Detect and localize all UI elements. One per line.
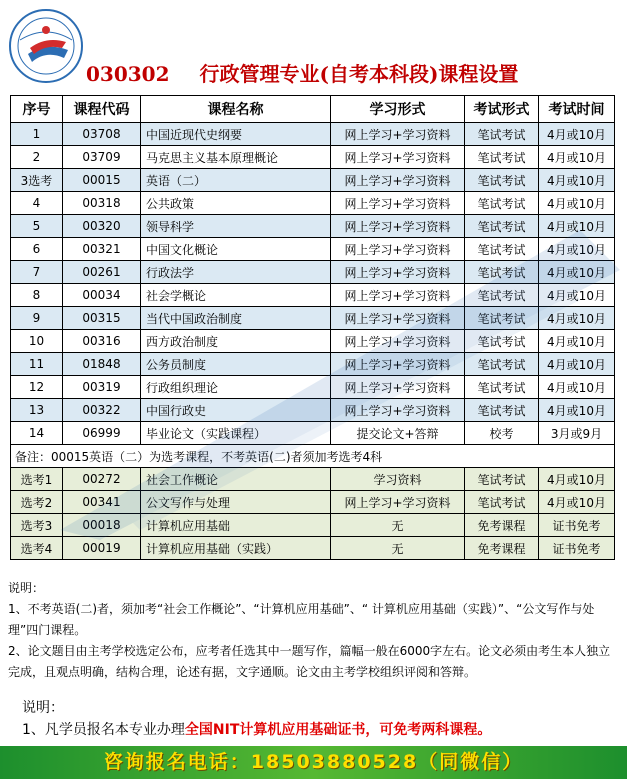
- contact-banner: 咨询报名电话：18503880528（同微信）: [0, 746, 627, 779]
- cell-name: 计算机应用基础（实践）: [141, 537, 331, 560]
- cell-study: 网上学习+学习资料: [331, 330, 465, 353]
- cell-time: 4月或10月: [539, 238, 615, 261]
- cell-name: 中国行政史: [141, 399, 331, 422]
- cell-name: 中国近现代史纲要: [141, 123, 331, 146]
- cell-no: 选考4: [11, 537, 63, 560]
- logo-emblem: [6, 6, 86, 86]
- table-row: [11, 284, 615, 307]
- cell-time: 4月或10月: [539, 215, 615, 238]
- cell-code: 00315: [63, 307, 141, 330]
- cell-time: 3月或9月: [539, 422, 615, 445]
- cell-no: 7: [11, 261, 63, 284]
- elective-row: [11, 491, 615, 514]
- cell-study: 网上学习+学习资料: [331, 399, 465, 422]
- cell-name: 毕业论文（实践课程）: [141, 422, 331, 445]
- cell-code: 00319: [63, 376, 141, 399]
- cell-time: 4月或10月: [539, 146, 615, 169]
- cell-no: 9: [11, 307, 63, 330]
- explanation2-item-1: [22, 719, 622, 741]
- cell-code: 00320: [63, 215, 141, 238]
- course-table: [10, 95, 615, 560]
- explanation-secondary: [22, 697, 622, 741]
- table-row: [11, 307, 615, 330]
- cell-name: 社会学概论: [141, 284, 331, 307]
- cell-exam: 笔试考试: [465, 123, 539, 146]
- explanation: [8, 578, 620, 683]
- cell-no: 3选考: [11, 169, 63, 192]
- cell-code: 06999: [63, 422, 141, 445]
- cell-no: 11: [11, 353, 63, 376]
- explanation2-heading: 说明：: [22, 700, 64, 716]
- cell-name: 行政组织理论: [141, 376, 331, 399]
- cell-study: 提交论文+答辩: [331, 422, 465, 445]
- cell-no: 10: [11, 330, 63, 353]
- cell-exam: 笔试考试: [465, 491, 539, 514]
- table-row: [11, 192, 615, 215]
- cell-name: 计算机应用基础: [141, 514, 331, 537]
- cell-no: 选考2: [11, 491, 63, 514]
- cell-study: 网上学习+学习资料: [331, 353, 465, 376]
- cell-time: 4月或10月: [539, 284, 615, 307]
- cell-exam: 笔试考试: [465, 146, 539, 169]
- cell-study: 网上学习+学习资料: [331, 376, 465, 399]
- col-header-name: 课程名称: [141, 96, 331, 123]
- cell-name: 公文写作与处理: [141, 491, 331, 514]
- cell-code: 00261: [63, 261, 141, 284]
- cell-code: 00318: [63, 192, 141, 215]
- cell-name: 领导科学: [141, 215, 331, 238]
- cell-code: 01848: [63, 353, 141, 376]
- cell-study: 学习资料: [331, 468, 465, 491]
- col-header-time: 考试时间: [539, 96, 615, 123]
- cell-time: 证书免考: [539, 514, 615, 537]
- cell-study: 网上学习+学习资料: [331, 491, 465, 514]
- elective-row: [11, 468, 615, 491]
- cell-exam: 笔试考试: [465, 215, 539, 238]
- table-row: [11, 353, 615, 376]
- col-header-no: 序号: [11, 96, 63, 123]
- major-code: 030302: [86, 62, 170, 86]
- cell-time: 4月或10月: [539, 376, 615, 399]
- cell-study: 网上学习+学习资料: [331, 215, 465, 238]
- cell-exam: 笔试考试: [465, 169, 539, 192]
- table-header-row: [11, 96, 615, 123]
- cell-study: 无: [331, 537, 465, 560]
- cell-time: 4月或10月: [539, 468, 615, 491]
- cell-no: 选考3: [11, 514, 63, 537]
- cell-exam: 笔试考试: [465, 330, 539, 353]
- cell-exam: 笔试考试: [465, 376, 539, 399]
- cell-time: 证书免考: [539, 537, 615, 560]
- cell-time: 4月或10月: [539, 192, 615, 215]
- cell-code: 00341: [63, 491, 141, 514]
- cell-name: 公务员制度: [141, 353, 331, 376]
- cell-name: 社会工作概论: [141, 468, 331, 491]
- cell-time: 4月或10月: [539, 261, 615, 284]
- cell-time: 4月或10月: [539, 491, 615, 514]
- cell-name: 马克思主义基本原理概论: [141, 146, 331, 169]
- explanation2-prefix: 1、凡学员报名本专业办理: [22, 722, 185, 738]
- table-row: [11, 215, 615, 238]
- cell-no: 6: [11, 238, 63, 261]
- cell-exam: 笔试考试: [465, 307, 539, 330]
- cell-time: 4月或10月: [539, 169, 615, 192]
- cell-code: 00316: [63, 330, 141, 353]
- cell-no: 13: [11, 399, 63, 422]
- table-row: [11, 399, 615, 422]
- cell-time: 4月或10月: [539, 353, 615, 376]
- cell-exam: 笔试考试: [465, 284, 539, 307]
- title-text: 行政管理专业(自考本科段)课程设置: [199, 62, 519, 86]
- cell-name: 行政法学: [141, 261, 331, 284]
- cell-name: 中国文化概论: [141, 238, 331, 261]
- explanation-item-2: 2、论文题目由主考学校选定公布，应考者任选其中一题写作，篇幅一般在6000字左右。论文必须由考生本人独立完成，且观点明确，结构合理，论述有据，文字通顺。论文由主考学校组织评阅和答辩。: [8, 644, 611, 679]
- cell-exam: 笔试考试: [465, 468, 539, 491]
- cell-exam: 笔试考试: [465, 261, 539, 284]
- cell-code: 03709: [63, 146, 141, 169]
- explanation2-highlight: 全国NIT计算机应用基础证书，可免考两科课程。: [184, 722, 492, 738]
- cell-code: 00018: [63, 514, 141, 537]
- col-header-study: 学习形式: [331, 96, 465, 123]
- cell-name: 英语（二）: [141, 169, 331, 192]
- cell-code: 00321: [63, 238, 141, 261]
- cell-no: 4: [11, 192, 63, 215]
- cell-code: 03708: [63, 123, 141, 146]
- cell-code: 00272: [63, 468, 141, 491]
- cell-no: 选考1: [11, 468, 63, 491]
- cell-study: 网上学习+学习资料: [331, 238, 465, 261]
- cell-study: 网上学习+学习资料: [331, 146, 465, 169]
- course-table-body: [11, 123, 615, 560]
- cell-exam: 笔试考试: [465, 192, 539, 215]
- cell-exam: 笔试考试: [465, 238, 539, 261]
- cell-name: 当代中国政治制度: [141, 307, 331, 330]
- col-header-code: 课程代码: [63, 96, 141, 123]
- cell-exam: 校考: [465, 422, 539, 445]
- col-header-exam: 考试形式: [465, 96, 539, 123]
- table-row: [11, 123, 615, 146]
- explanation-heading: 说明：: [8, 581, 45, 595]
- table-row: [11, 261, 615, 284]
- explanation-item-1: 1、不考英语(二)者，须加考“社会工作概论”、“计算机应用基础”、“ 计算机应用基础（实践）”、“公文写作与处理”四门课程。: [8, 602, 595, 637]
- cell-study: 网上学习+学习资料: [331, 192, 465, 215]
- note-row: [11, 445, 615, 468]
- note-text: 备注：00015英语（二）为选考课程，不考英语(二)者须加考选考4科: [11, 445, 615, 468]
- table-row: [11, 169, 615, 192]
- cell-code: 00019: [63, 537, 141, 560]
- cell-exam: 免考课程: [465, 537, 539, 560]
- cell-exam: 笔试考试: [465, 353, 539, 376]
- elective-row: [11, 537, 615, 560]
- table-row: [11, 330, 615, 353]
- cell-code: 00015: [63, 169, 141, 192]
- cell-time: 4月或10月: [539, 123, 615, 146]
- cell-study: 无: [331, 514, 465, 537]
- cell-name: 西方政治制度: [141, 330, 331, 353]
- cell-no: 8: [11, 284, 63, 307]
- cell-no: 5: [11, 215, 63, 238]
- cell-name: 公共政策: [141, 192, 331, 215]
- cell-no: 2: [11, 146, 63, 169]
- cell-time: 4月或10月: [539, 399, 615, 422]
- cell-study: 网上学习+学习资料: [331, 123, 465, 146]
- cell-code: 00322: [63, 399, 141, 422]
- cell-time: 4月或10月: [539, 307, 615, 330]
- page-title: [86, 60, 518, 88]
- cell-study: 网上学习+学习资料: [331, 284, 465, 307]
- cell-no: 1: [11, 123, 63, 146]
- cell-study: 网上学习+学习资料: [331, 307, 465, 330]
- cell-exam: 免考课程: [465, 514, 539, 537]
- cell-time: 4月或10月: [539, 330, 615, 353]
- cell-study: 网上学习+学习资料: [331, 261, 465, 284]
- table-row: [11, 422, 615, 445]
- elective-row: [11, 514, 615, 537]
- cell-no: 12: [11, 376, 63, 399]
- table-row: [11, 376, 615, 399]
- cell-no: 14: [11, 422, 63, 445]
- table-row: [11, 238, 615, 261]
- table-row: [11, 146, 615, 169]
- cell-exam: 笔试考试: [465, 399, 539, 422]
- cell-code: 00034: [63, 284, 141, 307]
- cell-study: 网上学习+学习资料: [331, 169, 465, 192]
